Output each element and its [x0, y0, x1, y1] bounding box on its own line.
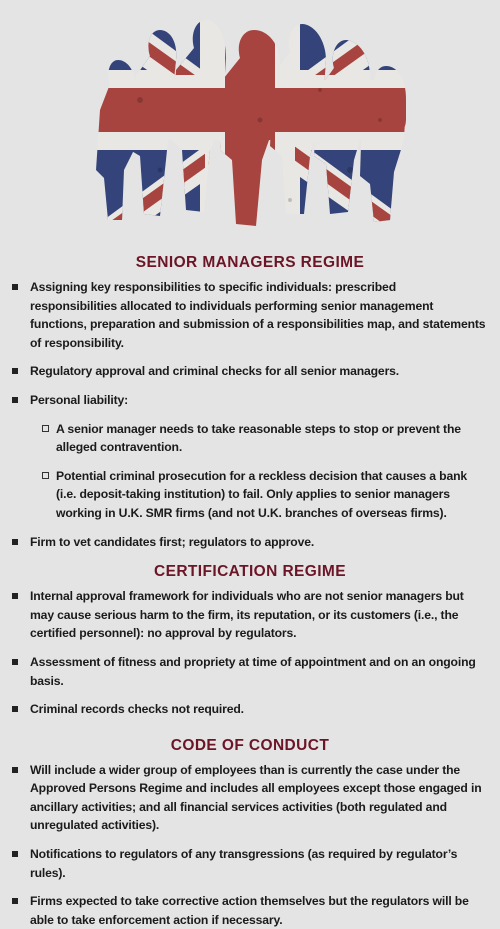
list-item-text: Firms expected to take corrective action themselves but the regulators will be able to take enforcement action if necessary. — [30, 894, 469, 927]
sub-list-item — [0, 467, 500, 523]
list-item-text: Personal liability: — [30, 392, 129, 407]
square-bullet-icon — [12, 851, 18, 857]
square-bullet-icon — [12, 706, 18, 712]
list-item — [0, 845, 500, 882]
sub-list — [0, 420, 500, 523]
union-jack-silhouettes-image — [0, 0, 500, 240]
section-heading: CODE OF CONDUCT — [170, 736, 330, 754]
list-item-text: Internal approval framework for individuals who are not senior managers but may cause serious harm to the firm, its reputation, or its customers (i.e., the certified personnel): no approval by regulators. — [30, 589, 464, 641]
list-item-text: Regulatory approval and criminal checks for all senior managers. — [30, 364, 400, 379]
square-bullet-icon — [12, 397, 18, 403]
list-item — [0, 391, 500, 523]
list-item-text: Will include a wider group of employees than is currently the case under the Approved Persons Regime and includes all employees except those engaged in ancillary activities; and all financial services activities (both regulated and unregulated activities). — [30, 762, 482, 833]
list-item — [0, 653, 500, 690]
list-item-text: Criminal records checks not required. — [30, 702, 244, 717]
sub-list-item-text: A senior manager needs to take reasonable steps to stop or prevent the alleged contravention. — [56, 421, 461, 455]
square-bullet-icon — [12, 659, 18, 665]
list-item — [0, 362, 500, 381]
list-item-text: Firm to vet candidates first; regulators to approve. — [30, 534, 315, 549]
square-bullet-icon — [12, 593, 18, 599]
list-item — [0, 533, 500, 552]
list-item — [0, 892, 500, 929]
list-item — [0, 700, 500, 719]
sub-list-item-text: Potential criminal prosecution for a reckless decision that causes a bank (i.e. deposit-taking institution) to fail. Only applies to senior managers working in U.K. SMR firms (and not U.K. branches of overseas firms). — [56, 468, 468, 520]
section-heading: CERTIFICATION REGIME — [154, 563, 346, 581]
hollow-square-bullet-icon — [42, 472, 49, 479]
list-item-text: Assessment of fitness and propriety at time of appointment and on an ongoing basis. — [30, 654, 476, 688]
senior-managers-section — [0, 254, 500, 551]
section-heading: SENIOR MANAGERS REGIME — [135, 254, 365, 271]
content — [0, 254, 500, 929]
list-item-text: Assigning key responsibilities to specific individuals: prescribed responsibilities allocated to individuals performing senior management functions, preparation and submission of a responsibilities map, and statements of responsibility. — [30, 280, 486, 350]
square-bullet-icon — [12, 767, 18, 773]
list-item — [0, 587, 500, 643]
list-item — [0, 278, 500, 352]
sub-list-item — [0, 420, 500, 457]
list-item — [0, 761, 500, 835]
square-bullet-icon — [12, 368, 18, 374]
code-of-conduct-section — [0, 737, 500, 929]
list-item-text: Notifications to regulators of any transgressions (as required by regulator’s rules). — [30, 847, 458, 880]
hollow-square-bullet-icon — [42, 425, 49, 432]
square-bullet-icon — [12, 539, 18, 545]
certification-section — [0, 563, 500, 719]
square-bullet-icon — [12, 898, 18, 904]
square-bullet-icon — [12, 284, 18, 290]
